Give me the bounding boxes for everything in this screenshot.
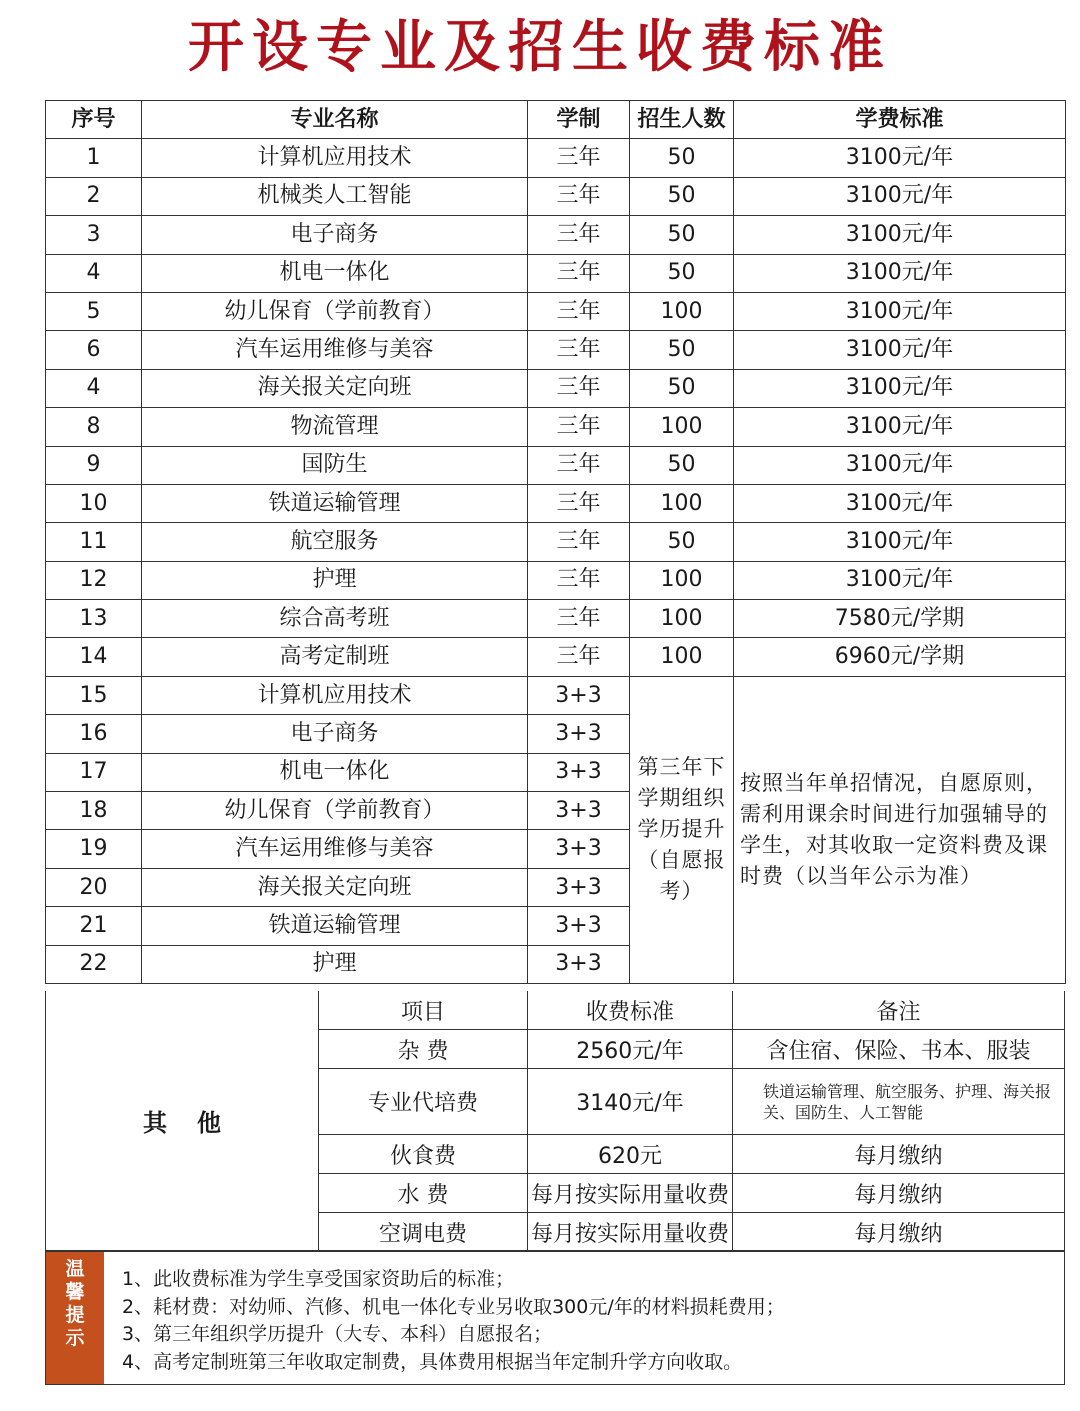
- table-row: [46, 177, 1066, 215]
- table-row: [46, 292, 1066, 330]
- cell-major: 航空服务: [142, 523, 528, 561]
- cell-major: 铁道运输管理: [142, 484, 528, 522]
- table-row: [46, 369, 1066, 407]
- tips-label-char: 温: [65, 1258, 85, 1280]
- upgrade-note-cell: 第三年下学期组织学历提升（自愿报考）: [630, 676, 734, 983]
- table-row: [46, 408, 1066, 446]
- cell-duration: 三年: [528, 331, 630, 369]
- other-item: 空调电费: [319, 1213, 528, 1251]
- cell-major: 计算机应用技术: [142, 676, 528, 714]
- table-row: [46, 523, 1066, 561]
- cell-fee: 3100元/年: [734, 484, 1066, 522]
- cell-major: 护理: [142, 561, 528, 599]
- cell-major: 国防生: [142, 446, 528, 484]
- cell-no: 11: [46, 523, 142, 561]
- tip-item: 2、耗材费：对幼师、汽修、机电一体化专业另收取300元/年的材料损耗费用；: [122, 1295, 785, 1318]
- other-fee: 3140元/年: [528, 1069, 733, 1134]
- cell-duration: 三年: [528, 254, 630, 292]
- cell-fee: 3100元/年: [734, 369, 1066, 407]
- cell-fee: 6960元/学期: [734, 638, 1066, 676]
- cell-no: 3: [46, 216, 142, 254]
- other-fees-row: [319, 1213, 1064, 1251]
- cell-enroll: 50: [630, 177, 734, 215]
- cell-major: 机电一体化: [142, 254, 528, 292]
- table-header-row: [46, 101, 1066, 139]
- cell-major: 铁道运输管理: [142, 907, 528, 945]
- tips-label-char: 馨: [65, 1281, 85, 1303]
- cell-major: 高考定制班: [142, 638, 528, 676]
- table-row: [46, 139, 1066, 177]
- cell-major: 综合高考班: [142, 600, 528, 638]
- cell-no: 2: [46, 177, 142, 215]
- cell-major: 电子商务: [142, 715, 528, 753]
- cell-no: 14: [46, 638, 142, 676]
- cell-enroll: 100: [630, 600, 734, 638]
- table-row: [46, 561, 1066, 599]
- other-fees-table: [45, 991, 1065, 1251]
- tips-box: [45, 1251, 1065, 1385]
- cell-duration: 3+3: [528, 868, 630, 906]
- cell-major: 电子商务: [142, 216, 528, 254]
- other-fees-row: [319, 1069, 1064, 1135]
- table-row: [46, 446, 1066, 484]
- cell-fee: 3100元/年: [734, 292, 1066, 330]
- other-fees-row: [319, 1174, 1064, 1213]
- other-fees-header-row: [319, 991, 1064, 1030]
- other-header-item: 项目: [319, 991, 528, 1029]
- cell-enroll: 100: [630, 638, 734, 676]
- other-header-note: 备注: [876, 999, 921, 1025]
- header-major: 专业名称: [142, 101, 528, 139]
- cell-fee: 7580元/学期: [734, 600, 1066, 638]
- cell-enroll: 50: [630, 446, 734, 484]
- cell-no: 6: [46, 331, 142, 369]
- cell-no: 1: [46, 139, 142, 177]
- cell-no: 15: [46, 676, 142, 714]
- cell-duration: 三年: [528, 369, 630, 407]
- other-fee: 2560元/年: [528, 1030, 733, 1068]
- table-row: [46, 331, 1066, 369]
- table-row: [46, 676, 1066, 714]
- cell-enroll: 100: [630, 484, 734, 522]
- cell-no: 4: [46, 369, 142, 407]
- cell-no: 8: [46, 408, 142, 446]
- cell-no: 18: [46, 792, 142, 830]
- table-row: [46, 638, 1066, 676]
- cell-major: 计算机应用技术: [142, 139, 528, 177]
- cell-major: 幼儿保育（学前教育）: [142, 292, 528, 330]
- cell-enroll: 100: [630, 292, 734, 330]
- cell-duration: 三年: [528, 139, 630, 177]
- other-header-fee: 收费标准: [528, 991, 733, 1029]
- cell-fee: 3100元/年: [734, 216, 1066, 254]
- cell-duration: 3+3: [528, 792, 630, 830]
- other-item: 伙食费: [319, 1135, 528, 1173]
- cell-enroll: 50: [630, 331, 734, 369]
- cell-no: 21: [46, 907, 142, 945]
- cell-no: 13: [46, 600, 142, 638]
- cell-enroll: 50: [630, 369, 734, 407]
- cell-duration: 3+3: [528, 830, 630, 868]
- cell-no: 16: [46, 715, 142, 753]
- cell-enroll: 100: [630, 561, 734, 599]
- tips-list: [104, 1252, 785, 1384]
- cell-major: 护理: [142, 945, 528, 983]
- cell-no: 20: [46, 868, 142, 906]
- other-note: 铁道运输管理、航空服务、护理、海关报关、国防生、人工智能: [763, 1081, 1052, 1122]
- cell-duration: 3+3: [528, 945, 630, 983]
- other-item: 专业代培费: [319, 1069, 528, 1134]
- cell-duration: 3+3: [528, 907, 630, 945]
- cell-duration: 三年: [528, 177, 630, 215]
- other-note: 每月缴纳: [854, 1182, 943, 1208]
- cell-fee: 3100元/年: [734, 331, 1066, 369]
- cell-major: 物流管理: [142, 408, 528, 446]
- cell-no: 22: [46, 945, 142, 983]
- cell-duration: 三年: [528, 292, 630, 330]
- tip-item: 3、第三年组织学历提升（大专、本科）自愿报名；: [122, 1323, 553, 1345]
- cell-duration: 三年: [528, 408, 630, 446]
- cell-no: 4: [46, 254, 142, 292]
- page-title: 开设专业及招生收费标准: [188, 14, 892, 80]
- tips-label: [46, 1252, 104, 1384]
- other-note: 每月缴纳: [854, 1221, 943, 1247]
- other-fees-row: [319, 1030, 1064, 1069]
- cell-no: 19: [46, 830, 142, 868]
- header-no: 序号: [46, 101, 142, 139]
- cell-no: 10: [46, 484, 142, 522]
- other-item: 水 费: [319, 1174, 528, 1212]
- cell-major: 汽车运用维修与美容: [142, 830, 528, 868]
- tip-item: 1、此收费标准为学生享受国家资助后的标准；: [122, 1268, 515, 1290]
- cell-enroll: 50: [630, 216, 734, 254]
- cell-enroll: 50: [630, 254, 734, 292]
- cell-major: 海关报关定向班: [142, 868, 528, 906]
- cell-fee: 3100元/年: [734, 408, 1066, 446]
- other-fees-row: [319, 1135, 1064, 1174]
- other-fee: 每月按实际用量收费: [528, 1213, 733, 1251]
- other-note: 含住宿、保险、书本、服装: [766, 1038, 1031, 1064]
- cell-duration: 三年: [528, 638, 630, 676]
- cell-fee: 3100元/年: [734, 254, 1066, 292]
- header-enroll: 招生人数: [630, 101, 734, 139]
- other-note: 每月缴纳: [854, 1143, 943, 1169]
- other-fee: 620元: [528, 1135, 733, 1173]
- cell-enroll: 50: [630, 523, 734, 561]
- table-row: [46, 484, 1066, 522]
- cell-fee: 3100元/年: [734, 177, 1066, 215]
- cell-no: 17: [46, 753, 142, 791]
- cell-fee: 3100元/年: [734, 561, 1066, 599]
- table-row: [46, 254, 1066, 292]
- cell-enroll: 100: [630, 408, 734, 446]
- cell-fee: 3100元/年: [734, 139, 1066, 177]
- table-row: [46, 216, 1066, 254]
- other-fee: 每月按实际用量收费: [528, 1174, 733, 1212]
- cell-no: 12: [46, 561, 142, 599]
- cell-duration: 3+3: [528, 753, 630, 791]
- cell-major: 汽车运用维修与美容: [142, 331, 528, 369]
- cell-fee: 3100元/年: [734, 523, 1066, 561]
- cell-major: 幼儿保育（学前教育）: [142, 792, 528, 830]
- other-fees-label-cell: 其他: [46, 991, 319, 1250]
- header-duration: 学制: [528, 101, 630, 139]
- cell-no: 9: [46, 446, 142, 484]
- cell-enroll: 50: [630, 139, 734, 177]
- cell-major: 机械类人工智能: [142, 177, 528, 215]
- tips-label-char: 示: [65, 1327, 85, 1349]
- cell-major: 海关报关定向班: [142, 369, 528, 407]
- cell-major: 机电一体化: [142, 753, 528, 791]
- tutoring-fee-note-cell: 按照当年单招情况，自愿原则，需利用课余时间进行加强辅导的学生，对其收取一定资料费及课时费（以当年公示为准）: [734, 676, 1066, 983]
- cell-duration: 三年: [528, 561, 630, 599]
- other-item: 杂 费: [319, 1030, 528, 1068]
- fee-table: [45, 100, 1066, 984]
- cell-duration: 3+3: [528, 715, 630, 753]
- header-fee: 学费标准: [734, 101, 1066, 139]
- tips-label-char: 提: [65, 1304, 85, 1326]
- cell-fee: 3100元/年: [734, 446, 1066, 484]
- cell-duration: 三年: [528, 484, 630, 522]
- cell-duration: 3+3: [528, 676, 630, 714]
- table-row: [46, 600, 1066, 638]
- cell-duration: 三年: [528, 446, 630, 484]
- cell-no: 5: [46, 292, 142, 330]
- cell-duration: 三年: [528, 216, 630, 254]
- tip-item: 4、高考定制班第三年收取定制费，具体费用根据当年定制升学方向收取。: [122, 1350, 743, 1373]
- cell-duration: 三年: [528, 523, 630, 561]
- cell-duration: 三年: [528, 600, 630, 638]
